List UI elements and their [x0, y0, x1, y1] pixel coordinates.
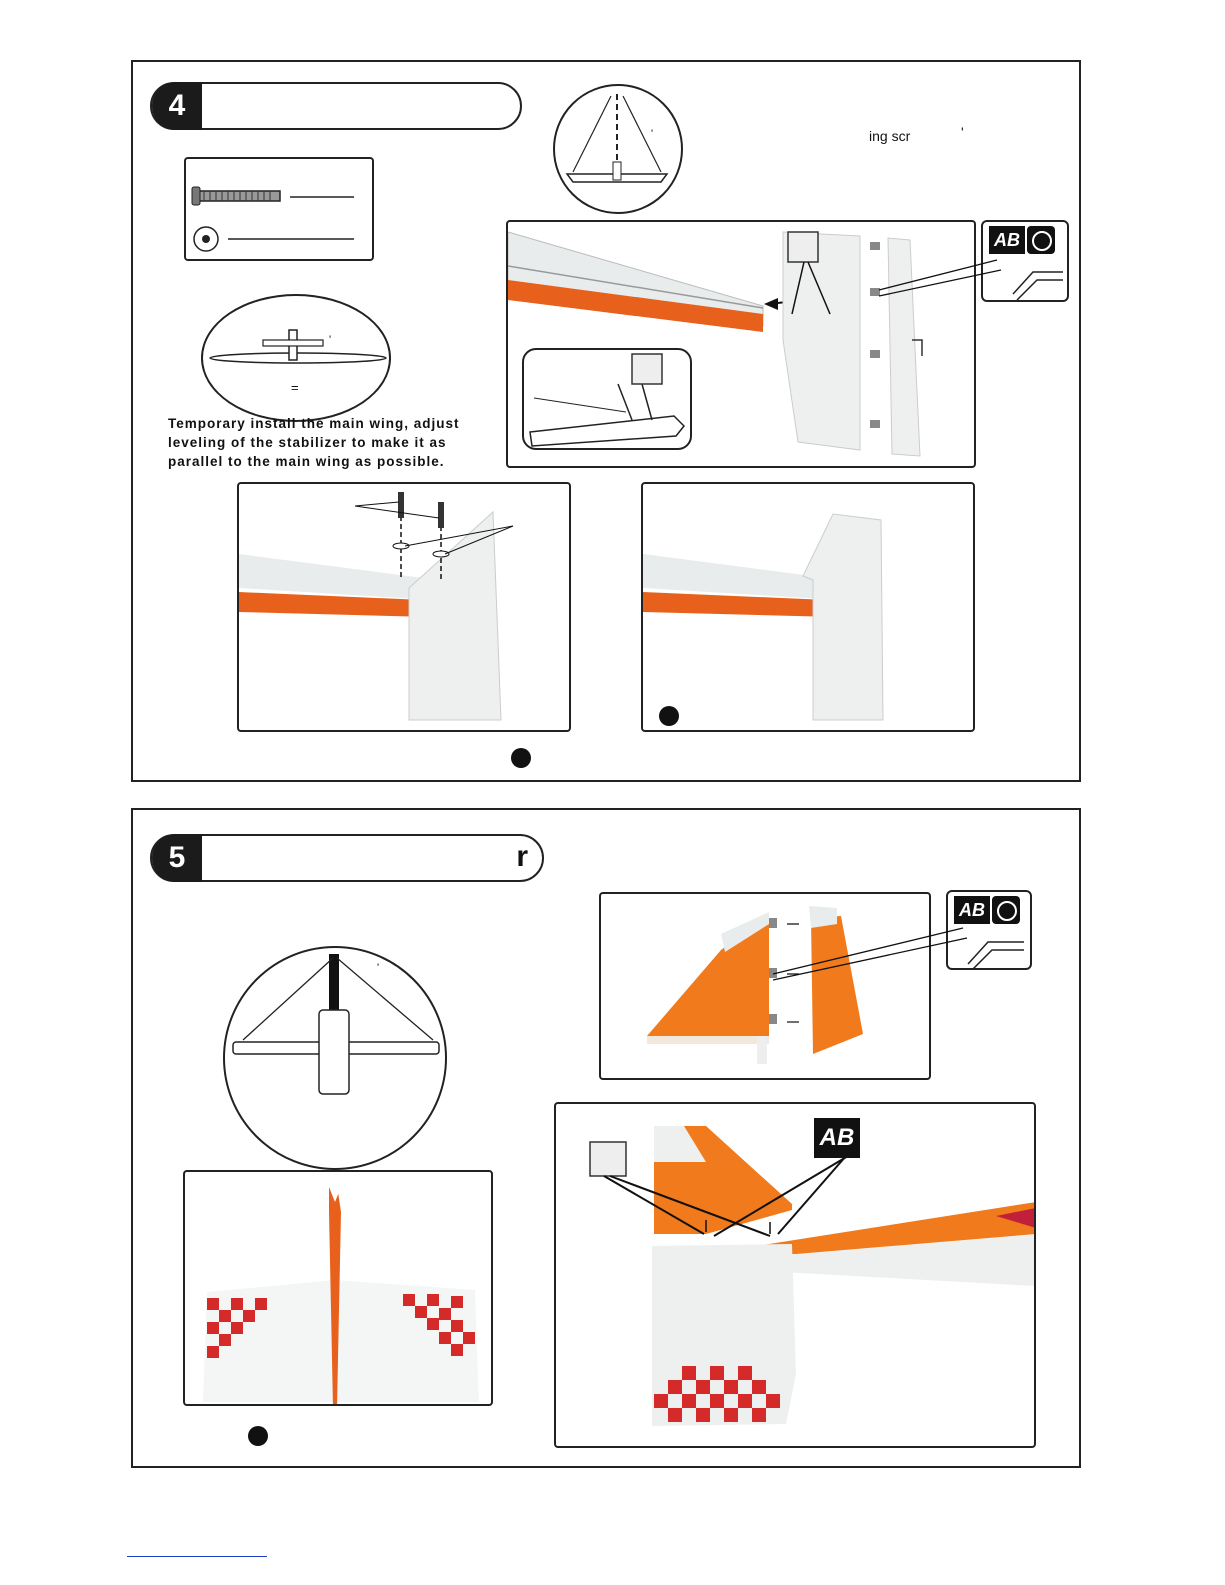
note-line-1: Temporary install the main wing, adjust	[168, 416, 460, 431]
fin-circle-apostrophe: '	[377, 962, 380, 974]
screw-label-fragment: ing scr	[869, 128, 911, 144]
note-line-3: parallel to the main wing as possible.	[168, 454, 445, 469]
circle-apostrophe: '	[651, 128, 654, 140]
ab-glue-icon: AB	[989, 226, 1025, 254]
tail-assembly-photo	[554, 1102, 1036, 1448]
step5-trailing-letter: r	[516, 840, 528, 873]
ab-glue-icon-2: AB	[954, 896, 990, 924]
step4-bullet-center	[511, 748, 531, 768]
ab-glue-tag-large: AB	[814, 1118, 860, 1158]
footer-link-underline[interactable]	[127, 1556, 267, 1557]
step4-panel	[131, 60, 1081, 782]
note-line-2: leveling of the stabilizer to make it as	[168, 435, 447, 450]
step4-number: 4	[152, 82, 202, 130]
step5-number: 5	[152, 834, 202, 882]
rear-view-photo	[183, 1170, 493, 1406]
step5-panel	[131, 808, 1081, 1468]
screw-label-apostrophe: '	[961, 124, 964, 140]
oval-equals: =	[291, 380, 299, 395]
fin-screw-photo	[237, 482, 571, 732]
assembled-tail-photo	[641, 482, 975, 732]
oval-apostrophe: '	[329, 334, 332, 346]
step4-bullet-photo	[659, 706, 679, 726]
step5-bullet	[248, 1426, 268, 1446]
